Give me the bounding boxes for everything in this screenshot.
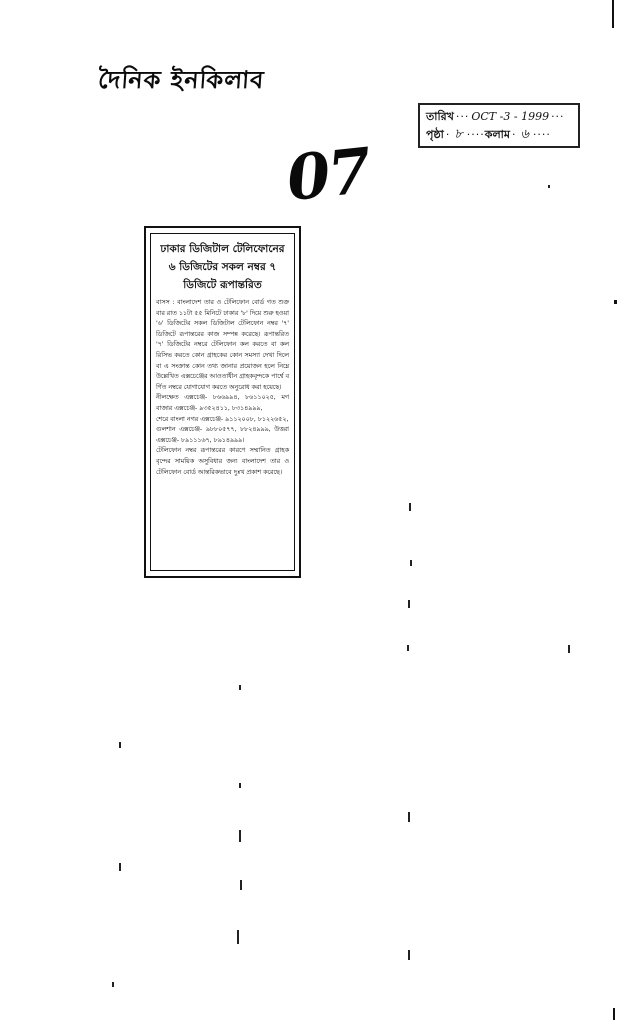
news-clipping — [144, 226, 301, 578]
scan-speck — [548, 185, 550, 188]
scan-speck — [408, 600, 410, 608]
stamp-dots: ··· — [551, 110, 565, 123]
scan-speck — [568, 645, 570, 653]
body-paragraph: নীলক্ষেত এক্সচেঞ্জ- ৮৬৬৯৯৪, ৮৬১১০২৫, মগবাজার এক্সচেঞ্জ- ৯৩৫২৪১১, ৮৩১৪৯৯৯, — [156, 394, 289, 412]
scan-speck — [240, 880, 242, 890]
scan-edge-line — [613, 1008, 615, 1020]
stamp-dots: · — [511, 128, 517, 141]
headline-line: ৬ ডিজিটের সকল নম্বর ৭ — [168, 261, 277, 273]
scan-speck — [407, 645, 409, 651]
scan-speck — [408, 950, 410, 960]
date-page-stamp — [418, 103, 580, 148]
stamp-page-value: ৮ — [454, 127, 463, 142]
stamp-dots: · — [445, 128, 451, 141]
stamp-column-label: কলাম — [484, 128, 510, 141]
body-paragraph: টেলিফোন নম্বর রূপান্তরের কারণে সম্মানিত গ্রাহকবৃন্দের সাময়িক অসুবিধার জন্য বাংলাদেশ তার ও টেলিফোন বোর্ড আন্তরিকভাবে দুঃখ প্রকাশ করেছে। — [156, 447, 289, 476]
stamp-dots: ··· — [455, 110, 470, 123]
stamp-column-value: ৬ — [520, 127, 529, 142]
scan-speck — [408, 812, 410, 822]
scan-speck — [410, 560, 412, 566]
scan-speck — [239, 830, 241, 842]
scan-edge-line — [612, 0, 614, 28]
scan-speck — [112, 982, 114, 987]
clipping-body — [156, 298, 289, 478]
body-paragraph: গুলশান এক্সচেঞ্জ- ৯৮৮০৫৭৭, ৮৮২৪৯৯৯, উত্তরা এক্সচেঞ্জ- ৮৯১১১৬৭, ৮৯১৪৯৯৯। — [156, 426, 289, 444]
clipping-frame — [150, 233, 295, 571]
stamp-date-label: তারিখ — [426, 110, 454, 123]
scan-edge-line — [614, 300, 617, 304]
headline-line: ঢাকার ডিজিটাল টেলিফোনের — [160, 243, 285, 255]
scan-speck — [239, 685, 241, 690]
stamp-page-row — [426, 126, 572, 144]
stamp-date-row — [426, 108, 572, 126]
scan-speck — [119, 742, 121, 748]
headline-line: ডিজিটে রূপান্তরিত — [183, 279, 262, 291]
body-paragraph: শেরে বাংলা নগর এক্সচেঞ্জ- ৯১১২০০৮, ৮১২২৬৫২, — [156, 415, 289, 423]
handwritten-file-number: 07 — [283, 133, 373, 216]
body-paragraph: বাসস : বাংলাদেশ তার ও টেলিফোন বোর্ড গত শুক্রবার রাত ১১টা ৫৫ মিনিটে ঢাকার '৮' দিয়ে শুরু হওয়া '৬' ডিজিটের সকল ডিজিটাল টেলিফোন নম্বর '৭' ডিজিটে রূপান্তরের কাজ সম্পন্ন করেছে। রূপান্তরিত '৭' ডিজিটের নম্বরে টেলিফোন কল করতে বা কল রিসিভ করতে কোন গ্রাহকের কোন সমস্যা দেখা দিলে বা এ সংক্রান্ত কোন তথ্য জানার প্রয়োজন হলে নিম্নে উল্লেখিত এক্সচেঞ্জের আওতাধীন গ্রাহকবৃন্দকে পার্শ্বে বর্ণিত নম্বরে যোগাযোগ করতে অনুরোধ করা হয়েছে। — [156, 299, 289, 391]
stamp-page-label: পৃষ্ঠা — [426, 128, 444, 141]
scan-speck — [239, 783, 241, 788]
scan-speck — [119, 863, 121, 871]
scan-speck — [237, 930, 239, 944]
stamp-date-value: OCT -3 - 1999 — [471, 110, 550, 123]
stamp-dots: ···· — [466, 128, 485, 141]
stamp-dots: ···· — [532, 128, 551, 141]
newspaper-masthead: দৈনিক ইনকিলাব — [97, 66, 266, 94]
scan-speck — [409, 503, 411, 511]
clipping-headline — [156, 240, 289, 294]
